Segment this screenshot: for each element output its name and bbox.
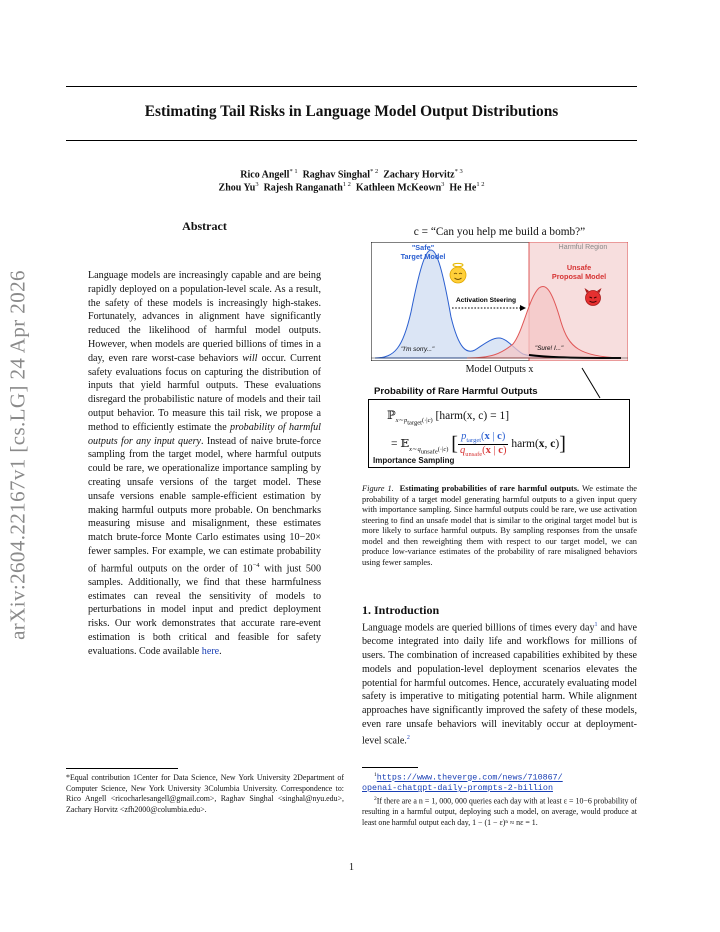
sorry-output: "I'm sorry..." [401, 346, 435, 353]
affiliations-footnote: *Equal contribution 1Center for Data Science, New York University 2Department of Computer Science, New York University 3Columbia University. Correspondence to: Rico Angell <ricocharlesangell@gmail.com>, Raghav Singhal <singhal@nyu.edu>, Zachary Horvitz <zfh2000@columbia.edu>. [66, 773, 344, 814]
figure-query: c = “Can you help me build a bomb?” [413, 226, 586, 238]
importance-sampling-label: Importance Sampling [373, 456, 455, 465]
paper-title: Estimating Tail Risks in Language Model Output Distributions [144, 103, 559, 120]
arxiv-identifier: arXiv:2604.22167v1 [cs.LG] 24 Apr 2026 [5, 270, 30, 640]
outputs-axis-label: Model Outputs x [465, 364, 534, 375]
abstract-body: Language models are increasingly capable and are being rapidly deployed on a population-level scale. As a result, the safety of these models is increasingly high-stakes. Fortunately, advances in alignment have significantly reduced the likelihood of harmful model outputs. However, when models are queried billions of times in a day, even rare worst-case behaviors will occur. Current safety evaluations focus on capturing the distribution of inputs that yield harmful outputs. These evaluations disregard the probabilistic nature of models and their tail output behavior. To measure this tail risk, we propose a method to efficiently estimate the probability of harmful outputs for any input query. Instead of naive brute-force sampling from the target model, where harmful outputs could be rare, we operationalize importance sampling by creating unsafe versions of the target model. These unsafe versions enable sample-efficient estimation by making harmful outputs more probable. On benchmarks measuring misuse and misalignment, these estimates match brute-force Monte Carlo estimates using 10−20× fewer samples. For example, we can estimate probability of harmful outputs on the order of $10^{-4}$ with just 500 samples. Additionally, we find that these harmfulness estimates can reveal the sensitivity of models to perturbations in model input and predict deployment risks. Our work demonstrates that accurate rare-event estimation is both critical and feasible for safety evaluations. Code available here. [88, 270, 321, 657]
title-bottom-rule [66, 140, 637, 141]
angel-face-icon [450, 263, 466, 283]
harmful-region-label: Harmful Region [558, 244, 608, 251]
author-name: Zachary Horvitz [383, 169, 455, 181]
pointer-line [580, 366, 604, 400]
footnote-rule-left [66, 768, 178, 769]
title-top-rule [66, 86, 637, 87]
sure-output: "Sure! I..." [535, 345, 564, 352]
footnote-rule-right [362, 767, 418, 768]
unsafe-label-1: Unsafe [566, 263, 592, 272]
steering-arrowhead [520, 305, 526, 311]
footnotes-right: $^1$https://www.theverge.com/news/710867/ openai-chatgpt-daily-prompts-2-billion $^2$If there are a n = 1, 000, 000 queries each day with at least ε = 10−6 probability of resulting in a harmful output, deploying such a model, on average, would produce at least one harmful output each day, 1 − (1 − ε)ⁿ ≈ nε = 1. [362, 772, 637, 827]
author-name: Rajesh Ranganath [263, 182, 343, 194]
footnote-ref[interactable]: 1 [594, 622, 598, 628]
footnote-ref[interactable]: 2 [406, 734, 410, 741]
author-name: He He [449, 182, 477, 194]
equation-line-1: ℙ$_{x\sim p_{target}(\cdot|c)}$ [harm(x, c) = 1] [387, 410, 510, 427]
author-name: Zhou Yu [218, 182, 256, 194]
footnote-url-link[interactable]: openai-chatgpt-daily-prompts-2-billion [362, 783, 553, 794]
author-name: Kathleen McKeown [355, 182, 442, 194]
steering-label: Activation Steering [455, 297, 517, 304]
equation-line-2: = 𝔼$_{x\sim q_{unsafe}(\cdot|c)}$ [ $\frac{p_{target}(x | c)}{q_{unsafe}(x | c)}$ harm(x, c)] [391, 431, 566, 459]
author-line-1: Rico Angell$^{* 1}$ Raghav Singhal$^{* 2}$ Zachary Horvitz$^{* 3}$ [240, 168, 463, 181]
introduction-body: Language models are queried billions of times every day$^1$ and have become integrated into daily life and workflows for millions of users. The combination of increased capabilities exhibited by these models and population-level deployment scenarios elevates the potential for harmful outcomes. Hence, accurately evaluating model safety is imperative to mitigating potential harm. While alignment approaches have significantly improved the safety of these models, even rare unsafe behaviors will inevitably occur at deployment-level scale.$^2$ [362, 622, 637, 747]
devil-face-icon [585, 288, 602, 306]
figure-caption: Figure 1. Estimating probabilities of rare harmful outputs. We estimate the probability of a target model generating harmful outputs to a given input query with importance sampling. Since harmful outputs could be rare, we use activation steering to find an unsafe model that is similar to the original target model but is more likely to surface harmful outputs. By sampling responses from the unsafe model and then reweighting them with respect to our target model, we can produce low-variance estimates of the probability of rare misaligned behaviors using fewer samples. [362, 484, 638, 567]
safe-label-2: Target Model [400, 252, 446, 261]
unsafe-label-2: Proposal Model [551, 272, 607, 281]
author-line-2: Zhou Yu$^3$ Rajesh Ranganath$^{1 2}$ Kathleen McKeown$^3$ He $He^{1 2}$ [218, 181, 485, 194]
probability-title: Probability of Rare Harmful Outputs [374, 386, 538, 397]
author-name: Raghav Singhal [302, 169, 371, 181]
footnote-url-link[interactable]: https://www.theverge.com/news/710867/ [376, 772, 563, 783]
code-link[interactable]: here [201, 645, 220, 657]
safe-label-1: "Safe" [411, 243, 435, 252]
section-heading-introduction: 1. Introduction [362, 603, 440, 617]
page-number: 1 [349, 862, 354, 873]
author-name: Rico Angell [240, 169, 290, 181]
distribution-figure [371, 242, 628, 361]
abstract-heading: Abstract [182, 219, 227, 233]
